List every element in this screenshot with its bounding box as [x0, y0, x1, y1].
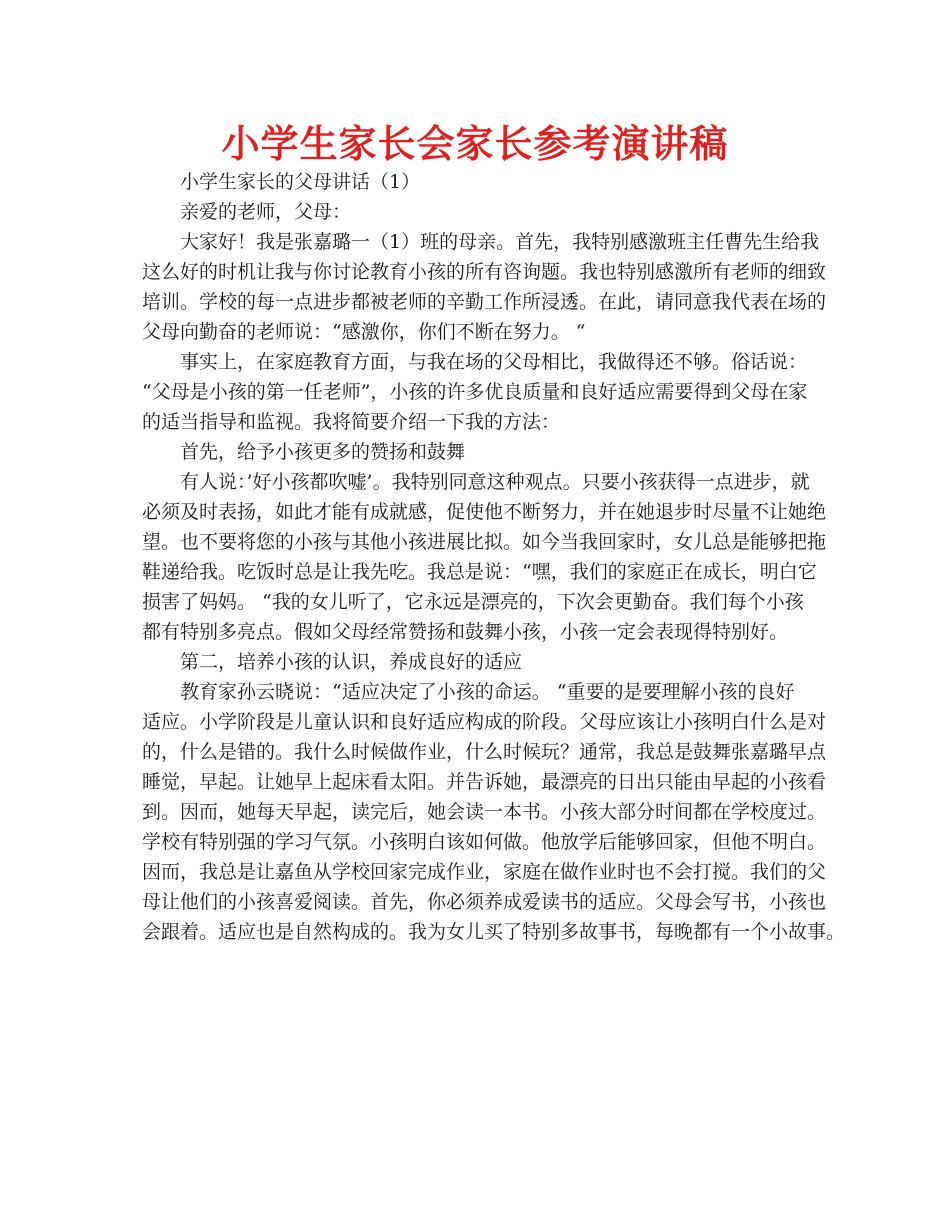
text-line: 损害了妈妈。 “我的女儿听了，它永远是漂亮的，下次会更勤奋。我们每个小孩	[142, 591, 804, 613]
text-line: 这么好的时机让我与你讨论教育小孩的所有咨询题。我也特别感激所有老师的细致	[142, 261, 827, 283]
text-line: 都有特别多亮点。假如父母经常赞扬和鼓舞小孩，小孩一定会表现得特别好。	[142, 621, 789, 643]
text-line: 培训。学校的每一点进步都被老师的辛勤工作所浸透。在此，请同意我代表在场的	[142, 291, 827, 313]
text-line: 大家好！我是张嘉璐一（1）班的母亲。首先，我特别感激班主任曹先生给我	[180, 231, 820, 253]
text-line: 第二，培养小孩的认识，养成良好的适应	[180, 651, 523, 673]
text-line: 父母向勤奋的老师说：“感激你，你们不断在努力。 “	[142, 321, 586, 343]
text-line: 到。因而，她每天早起，读完后，她会读一本书。小孩大部分时间都在学校度过。	[142, 801, 827, 823]
text-line: 必须及时表扬，如此才能有成就感，促使他不断努力，并在她退步时尽量不让她绝	[142, 501, 827, 523]
text-line: 会跟着。适应也是自然构成的。我为女儿买了特别多故事书，每晚都有一个小故事。	[142, 921, 846, 943]
text-line: 教育家孙云晓说：“适应决定了小孩的命运。 “重要的是要理解小孩的良好	[180, 681, 795, 703]
text-line: 事实上，在家庭教育方面，与我在场的父母相比，我做得还不够。俗话说：	[180, 351, 808, 373]
text-line: 母让他们的小孩喜爱阅读。首先，你必须养成爱读书的适应。父母会写书，小孩也	[142, 891, 827, 913]
text-line: 望。也不要将您的小孩与其他小孩进展比拟。如今当我回家时，女儿总是能够把拖	[142, 531, 827, 553]
text-line: 首先，给予小孩更多的赞扬和鼓舞	[180, 441, 466, 463]
document-title: 小学生家长会家长参考演讲稿	[221, 121, 729, 166]
document-body	[142, 167, 846, 947]
text-line: 有人说：’好小孩都吹嘘’。我特别同意这种观点。只要小孩获得一点进步，就	[180, 471, 810, 493]
text-line: 鞋递给我。吃饭时总是让我先吃。我总是说：“嘿，我们的家庭正在成长，明白它	[142, 561, 817, 583]
text-line: 因而，我总是让嘉鱼从学校回家完成作业，家庭在做作业时也不会打搅。我们的父	[142, 861, 827, 883]
text-line: 的，什么是错的。我什么时候做作业，什么时候玩？通常，我总是鼓舞张嘉璐早点	[142, 741, 827, 763]
text-line: 亲爱的老师，父母：	[180, 201, 352, 223]
text-line: 的适当指导和监视。我将简要介绍一下我的方法：	[142, 411, 561, 433]
text-line: “父母是小孩的第一任老师”，小孩的许多优良质量和良好适应需要得到父母在家	[142, 381, 808, 403]
text-line: 学校有特别强的学习气氛。小孩明白该如何做。他放学后能够回家，但他不明白。	[142, 831, 827, 853]
text-line: 适应。小学阶段是儿童认识和良好适应构成的阶段。父母应该让小孩明白什么是对	[142, 711, 827, 733]
text-line: 小学生家长的父母讲话（1）	[180, 171, 421, 193]
text-line: 睡觉，早起。让她早上起床看太阳。并告诉她，最漂亮的日出只能由早起的小孩看	[142, 771, 827, 793]
